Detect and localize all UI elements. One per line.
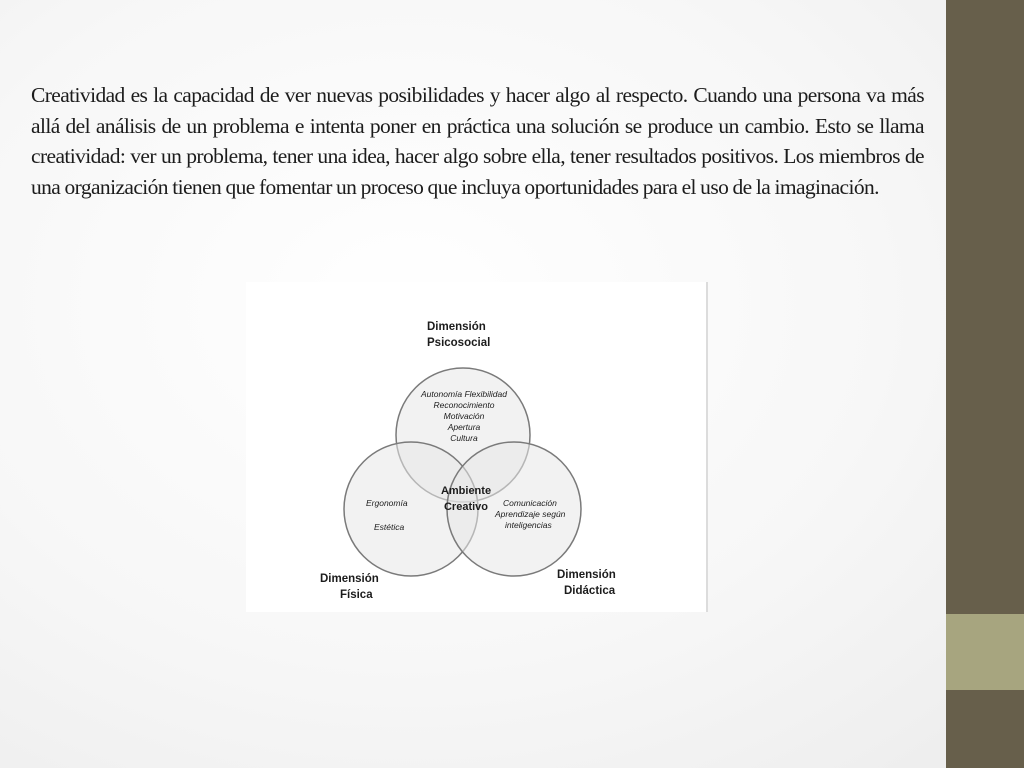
didactica-label-line1: Dimensión xyxy=(557,569,616,581)
sidebar-top-block xyxy=(946,0,1024,614)
psicosocial-item-2: Reconocimiento xyxy=(433,400,495,410)
didactica-item-2: Aprendizaje según xyxy=(495,509,566,519)
didactica-item-1: Comunicación xyxy=(503,498,557,508)
sidebar-bottom-block xyxy=(946,690,1024,768)
decorative-sidebar xyxy=(946,0,1024,768)
didactica-label-line2: Didáctica xyxy=(564,585,616,597)
fisica-label-line1: Dimensión xyxy=(320,573,379,585)
figure-right-border xyxy=(706,282,708,612)
psicosocial-item-5: Cultura xyxy=(450,433,478,443)
psicosocial-item-1: Autonomía Flexibilidad xyxy=(421,389,507,399)
psicosocial-item-4: Apertura xyxy=(447,422,481,432)
venn-diagram-figure xyxy=(246,282,708,612)
psicosocial-item-3: Motivación xyxy=(443,411,485,421)
fisica-label-line2: Física xyxy=(340,589,373,601)
venn-diagram xyxy=(246,282,706,612)
body-paragraph: Creatividad es la capacidad de ver nuevas posibilidades y hacer algo al respecto. Cuando una persona va más allá del análisis de un problema e intenta poner en práctica una solución se produce un cambio. Esto se llama creatividad: ver un problema, tener una idea, hacer algo sobre ella, tener resultados positivos. Los miembros de una organización tienen que fomentar un proceso que incluya oportunidades para el uso de la imaginación. xyxy=(31,83,924,199)
sidebar-accent-block xyxy=(946,614,1024,690)
psicosocial-label-line2: Psicosocial xyxy=(427,337,491,349)
fisica-item-1: Ergonomía xyxy=(366,498,408,508)
center-label-line1: Ambiente xyxy=(440,485,492,497)
fisica-item-2: Estética xyxy=(374,522,405,532)
center-label-line2: Creativo xyxy=(443,501,489,513)
psicosocial-label-line1: Dimensión xyxy=(427,321,486,333)
didactica-item-3: inteligencias xyxy=(505,520,552,530)
